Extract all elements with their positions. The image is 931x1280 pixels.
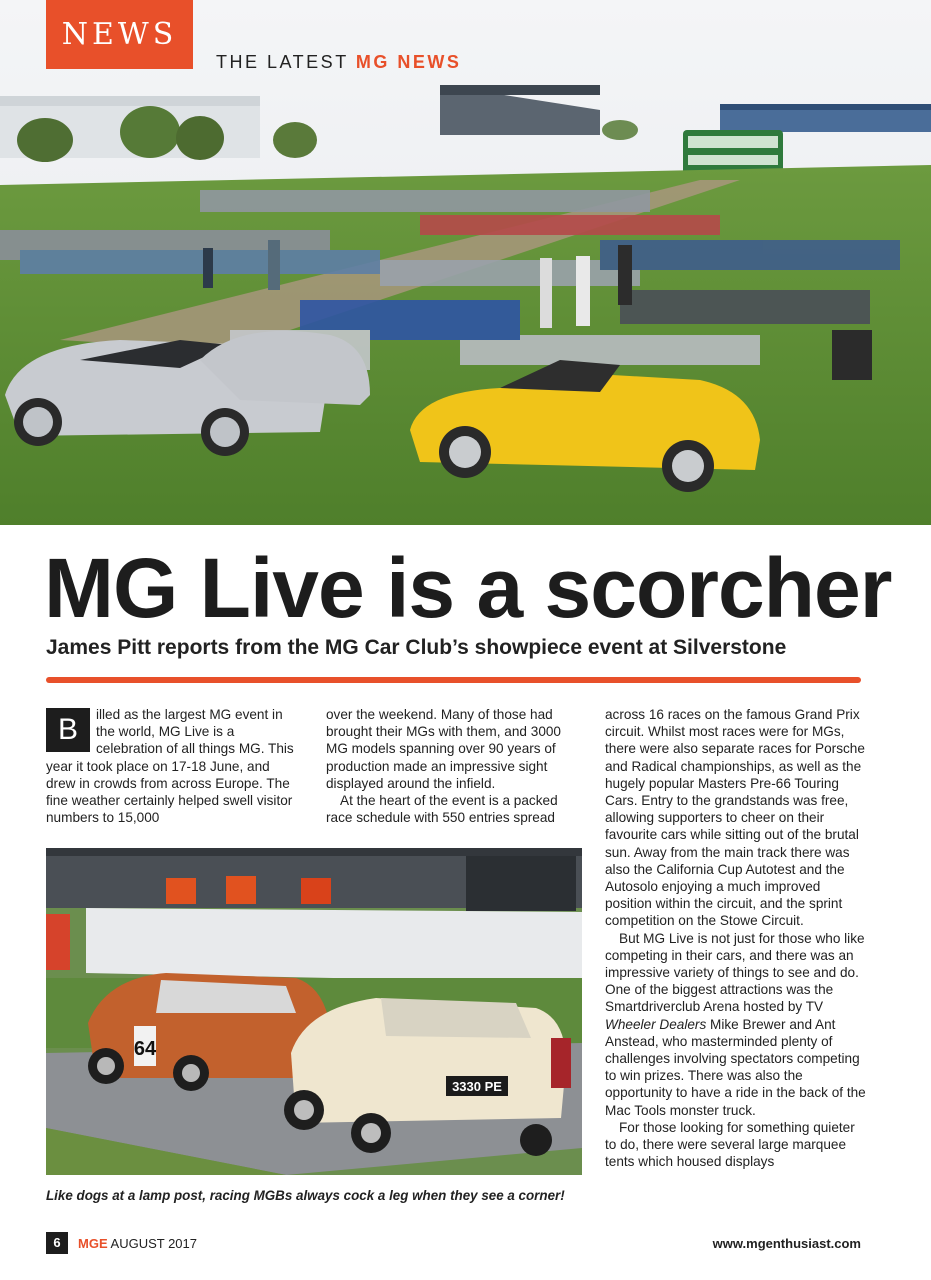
page-number: 6 bbox=[46, 1232, 68, 1254]
race-photo-illustration bbox=[46, 848, 582, 1175]
paragraph: For those looking for something quieter to do, there were several large marquee tents which housed displays bbox=[605, 1119, 855, 1170]
number-plate: 3330 PE bbox=[452, 1079, 502, 1094]
headline: MG Live is a scorcher bbox=[44, 541, 892, 635]
body-column-2 bbox=[326, 706, 574, 826]
paragraph bbox=[46, 706, 298, 826]
news-tag: NEWS bbox=[46, 0, 193, 69]
paragraph-text: illed as the largest MG event in the world, MG Live is a celebration of all things MG. This year it took place on 17-18 June, and drew in crowds from across Europe. The fine weather certainly helped swell visitor numbers to 15,000 bbox=[46, 707, 294, 826]
body-column-1 bbox=[46, 706, 298, 826]
footer-url: www.mgenthusiast.com bbox=[712, 1236, 861, 1251]
show-title: Wheeler Dealers bbox=[605, 1016, 707, 1032]
car-number: 64 bbox=[133, 1038, 157, 1060]
standfirst: James Pitt reports from the MG Car Club’s showpiece event at Silverstone bbox=[46, 636, 787, 659]
paragraph-text: Mike Brewer and Ant Anstead, who masterminded plenty of challenges involving spectators competing to win prizes. There was also the opportunity to have a ride in the back of the Mac Tools monster truck. bbox=[605, 1016, 866, 1118]
section-kicker bbox=[216, 52, 461, 73]
hero-photo bbox=[0, 0, 931, 525]
paragraph: across 16 races on the famous Grand Prix circuit. Whilst most races were for MGs, there were also separate races for Porsche and Radical championships, as well as the hugely popular Masters Pre-66 Touring Cars. Entry to the grandstands was free, allowing supporters to cheer on their favourite cars while sitting out of the brutal sun. Away from the main track there was also the California Cup Autotest and the Autosolo enjoying a much improved position within the circuit, and the sprint competition on the Stowe Circuit. bbox=[605, 707, 865, 929]
divider-rule bbox=[46, 677, 861, 683]
body-column-3 bbox=[605, 706, 867, 1170]
footer-magazine bbox=[78, 1236, 197, 1251]
paragraph: At the heart of the event is a packed race schedule with 550 entries spread bbox=[326, 793, 558, 826]
footer-issue: AUGUST 2017 bbox=[107, 1236, 197, 1251]
paragraph bbox=[605, 930, 867, 1119]
photo-caption: Like dogs at a lamp post, racing MGBs always cock a leg when they see a corner! bbox=[46, 1188, 565, 1203]
drop-cap: B bbox=[46, 708, 90, 752]
paragraph-text: But MG Live is not just for those who like competing in their cars, and there was an impressive variety of things to see and do. One of the biggest attractions was the Smartdriverclub Arena hosted by TV bbox=[605, 930, 865, 1015]
kicker-prefix: THE LATEST bbox=[216, 52, 356, 72]
hero-photo-illustration bbox=[0, 0, 931, 525]
kicker-accent: MG NEWS bbox=[355, 52, 462, 72]
race-photo bbox=[46, 848, 582, 1175]
footer-brand: MGE bbox=[78, 1236, 108, 1251]
paragraph: over the weekend. Many of those had brought their MGs with them, and 3000 MG models spanning over 90 years of production made an impressive sight displayed around the infield. bbox=[326, 707, 561, 791]
